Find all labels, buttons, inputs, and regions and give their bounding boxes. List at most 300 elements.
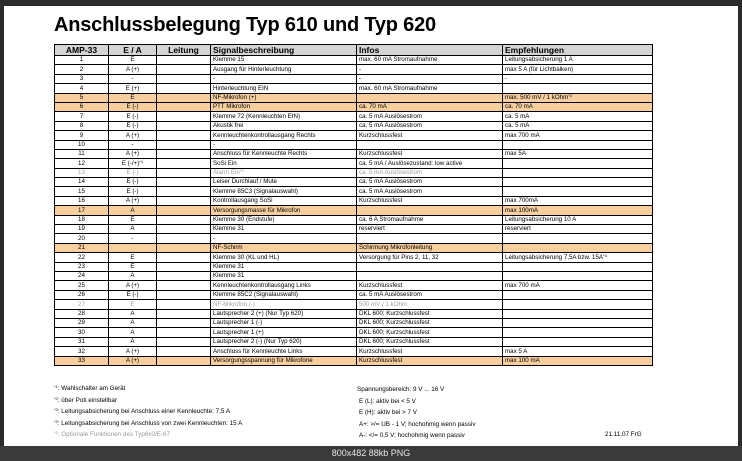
cell-pin: [55, 234, 109, 243]
cell-signal: [211, 131, 357, 140]
cell-ea-text: E (-): [126, 178, 139, 186]
cell-empfehlung: [503, 328, 653, 337]
cell-ea-text: E (-): [126, 122, 139, 130]
table-row: [55, 318, 653, 327]
table-row: [55, 102, 653, 111]
cell-pin: [55, 93, 109, 102]
cell-signal: [211, 243, 357, 252]
electrical-note: A-: </= 0,5 V; hochohmig wenn passiv: [359, 432, 465, 439]
table-body: [55, 56, 653, 366]
cell-leitung: [157, 318, 211, 327]
cell-leitung: [157, 187, 211, 196]
cell-signal: [211, 187, 357, 196]
cell-empfehlung: [503, 290, 653, 299]
cell-ea-text: A: [130, 328, 135, 336]
cell-empfehlung-text: Leitungsabsicherung 10 A: [505, 216, 577, 224]
cell-pin: [55, 168, 109, 177]
cell-signal: [211, 281, 357, 290]
cell-info: [357, 84, 503, 93]
cell-leitung: [157, 65, 211, 74]
cell-empfehlung: [503, 149, 653, 158]
cell-signal-text: Klemme 31: [213, 225, 245, 233]
cell-empfehlung: [503, 140, 653, 149]
cell-pin: [55, 318, 109, 327]
cell-ea-text: E (-): [126, 291, 139, 299]
cell-info: [357, 112, 503, 121]
cell-pin: [55, 215, 109, 224]
cell-ea: [109, 93, 157, 102]
cell-info-text: ca. 70 mA: [359, 103, 387, 111]
cell-leitung: [157, 159, 211, 168]
cell-ea: [109, 159, 157, 168]
cell-ea: [109, 84, 157, 93]
table-row: [55, 196, 653, 205]
cell-ea: [109, 196, 157, 205]
cell-ea: [109, 140, 157, 149]
cell-pin-text: 9: [79, 131, 84, 139]
cell-empfehlung-text: ca. 70 mA: [505, 103, 533, 111]
cell-signal-text: Klemme 85C2 (Signalauswahl): [213, 291, 298, 299]
cell-empfehlung-text: max 700 mA: [505, 131, 540, 139]
cell-info: [357, 168, 503, 177]
cell-info-text: ca. 6 A Stromaufnahme: [359, 216, 424, 224]
cell-empfehlung: [503, 168, 653, 177]
cell-info: [357, 234, 503, 243]
cell-info: [357, 149, 503, 158]
table-row: [55, 112, 653, 121]
cell-signal-text: NF-Schirm: [213, 244, 243, 252]
cell-empfehlung: [503, 159, 653, 168]
cell-empfehlung: [503, 93, 653, 102]
cell-ea: [109, 347, 157, 356]
cell-ea-text: A: [130, 338, 135, 346]
cell-signal-text: Kennleuchtenkontrollausgang Links: [213, 281, 311, 289]
cell-ea: [109, 356, 157, 365]
cell-signal-text: NF-Mikrofon (+): [213, 93, 257, 101]
cell-pin-text: 25: [78, 281, 85, 289]
cell-info: [357, 187, 503, 196]
table-row: [55, 206, 653, 215]
cell-pin-text: 23: [78, 262, 85, 270]
cell-ea: [109, 102, 157, 111]
cell-pin: [55, 290, 109, 299]
cell-empfehlung: [503, 262, 653, 271]
footnote-marker: *1: [139, 158, 144, 164]
cell-ea: [109, 243, 157, 252]
cell-pin: [55, 121, 109, 130]
cell-ea-text: A: [130, 225, 135, 233]
cell-pin-text: 22: [78, 253, 85, 261]
cell-ea-text: E: [130, 300, 135, 308]
header-empfehlungen: Empfehlungen: [503, 45, 653, 56]
cell-info: [357, 328, 503, 337]
cell-empfehlung-text: max 5 A (für Lichtbalken): [505, 65, 574, 73]
cell-empfehlung: [503, 271, 653, 280]
cell-pin-text: 24: [78, 272, 85, 280]
cell-info: [357, 300, 503, 309]
table-row: [55, 225, 653, 234]
cell-empfehlung: [503, 356, 653, 365]
cell-pin: [55, 328, 109, 337]
cell-ea: [109, 206, 157, 215]
cell-pin-text: 6: [79, 103, 84, 111]
header-amp33: AMP-33: [55, 45, 109, 56]
cell-empfehlung-text: Leitungsabsicherung 1 A: [505, 56, 573, 64]
cell-signal: [211, 84, 357, 93]
footnote-marker: *5: [239, 168, 244, 174]
cell-pin: [55, 74, 109, 83]
cell-ea-text: A: [130, 272, 135, 280]
cell-leitung: [157, 84, 211, 93]
cell-pin: [55, 337, 109, 346]
table-header-row: [55, 45, 653, 56]
cell-ea-text: A: [130, 319, 135, 327]
cell-pin-text: 12: [78, 159, 85, 167]
cell-info-text: Kurzschlussfest: [359, 131, 403, 139]
cell-pin-text: 33: [78, 356, 85, 364]
cell-leitung: [157, 112, 211, 121]
cell-empfehlung-text: max 700 mA: [505, 281, 540, 289]
cell-pin-text: 17: [78, 206, 85, 214]
cell-info-text: Kurzschlussfest: [359, 356, 403, 364]
cell-signal-text: Alarm Ein: [213, 169, 240, 177]
cell-info-text: ca. 5 mA Auslösestrom: [359, 112, 422, 120]
table-row: [55, 131, 653, 140]
cell-info-text: Kurzschlussfest: [359, 150, 403, 158]
table-row: [55, 215, 653, 224]
electrical-note: Spannungsbereich: 9 V ... 16 V: [357, 386, 445, 393]
cell-info-text: ca. 5 mA Auslösestrom: [359, 169, 422, 177]
cell-signal-text: Versorgungsspannung für Mikrofone: [213, 356, 313, 364]
table-row: [55, 121, 653, 130]
cell-signal: [211, 159, 357, 168]
cell-pin: [55, 56, 109, 65]
cell-info: [357, 196, 503, 205]
cell-info: [357, 271, 503, 280]
table-row: [55, 262, 653, 271]
cell-info-text: Kurzschlussfest: [359, 281, 403, 289]
cell-empfehlung: [503, 178, 653, 187]
cell-pin: [55, 206, 109, 215]
cell-signal: [211, 140, 357, 149]
cell-leitung: [157, 337, 211, 346]
cell-info: [357, 337, 503, 346]
cell-signal-text: -: [213, 75, 216, 83]
cell-empfehlung-text: reserviert: [505, 225, 531, 233]
cell-signal-text: Klemme 30 (KL und HL): [213, 253, 280, 261]
cell-signal: [211, 234, 357, 243]
table-row: [55, 290, 653, 299]
cell-pin-text: 2: [79, 65, 84, 73]
electrical-note: E (H): aktiv bei > 7 V: [359, 409, 417, 416]
cell-pin-text: 8: [79, 122, 84, 130]
cell-info: [357, 281, 503, 290]
cell-info-text: DKL 600; Kurzschlussfest: [359, 309, 430, 317]
cell-pin-text: 20: [78, 234, 85, 242]
cell-signal: [211, 74, 357, 83]
cell-ea: [109, 271, 157, 280]
cell-pin-text: 19: [78, 225, 85, 233]
cell-pin-text: 5: [79, 93, 84, 101]
cell-info: [357, 121, 503, 130]
cell-signal: [211, 168, 357, 177]
cell-leitung: [157, 243, 211, 252]
cell-info: [357, 356, 503, 365]
cell-empfehlung-text: max 700mA: [505, 197, 539, 205]
cell-ea: [109, 309, 157, 318]
cell-leitung: [157, 196, 211, 205]
cell-info: [357, 93, 503, 102]
cell-pin-text: 1: [79, 56, 84, 64]
cell-info-text: Kurzschlussfest: [359, 197, 403, 205]
cell-pin-text: 16: [78, 197, 85, 205]
cell-signal: [211, 271, 357, 280]
cell-signal: [211, 93, 357, 102]
table-row: [55, 337, 653, 346]
cell-info: [357, 215, 503, 224]
cell-signal: [211, 215, 357, 224]
cell-leitung: [157, 234, 211, 243]
page-title: Anschlussbelegung Typ 610 und Typ 620: [54, 14, 436, 36]
cell-ea-text: A: [130, 309, 135, 317]
cell-signal-text: Klemme 31: [213, 272, 245, 280]
cell-info-text: ca. 5 mA Auslösestrom: [359, 291, 422, 299]
cell-signal-text: Klemme 85C3 (Signalauswahl): [213, 187, 298, 195]
viewer-right-border: [738, 0, 742, 461]
table-row: [55, 253, 653, 262]
table-row: [55, 243, 653, 252]
cell-pin-text: 28: [78, 309, 85, 317]
document-date: 21.11.07 FrG: [605, 431, 642, 438]
cell-signal: [211, 290, 357, 299]
cell-leitung: [157, 300, 211, 309]
cell-ea-text: E (-/+): [121, 159, 140, 167]
cell-signal-text: -: [213, 234, 216, 242]
cell-ea-text: E (+): [125, 84, 140, 92]
cell-leitung: [157, 271, 211, 280]
cell-empfehlung: [503, 84, 653, 93]
header-ea: E / A: [109, 45, 157, 56]
cell-pin-text: 27: [78, 300, 85, 308]
cell-info-text: -: [359, 65, 362, 73]
table-row: [55, 356, 653, 365]
cell-signal: [211, 196, 357, 205]
cell-info: [357, 178, 503, 187]
cell-pin-text: 4: [79, 84, 84, 92]
cell-info-text: max. 60 mA Stromaufnahme: [359, 56, 438, 64]
cell-ea: [109, 178, 157, 187]
cell-signal-text: Lautsprecher 2 (+) (Nur Typ 620): [213, 309, 304, 317]
cell-leitung: [157, 131, 211, 140]
table-row: [55, 56, 653, 65]
cell-pin: [55, 262, 109, 271]
cell-pin: [55, 309, 109, 318]
cell-pin: [55, 347, 109, 356]
footnote: [54, 397, 117, 404]
cell-leitung: [157, 121, 211, 130]
cell-signal-text: Ausgang für Hinterleuchtung: [213, 65, 292, 73]
cell-ea-text: -: [131, 234, 134, 242]
cell-pin-text: 7: [79, 112, 84, 120]
cell-leitung: [157, 253, 211, 262]
cell-pin-text: 32: [78, 347, 85, 355]
cell-pin-text: 3: [79, 75, 84, 83]
cell-ea: [109, 215, 157, 224]
cell-signal: [211, 356, 357, 365]
cell-ea: [109, 65, 157, 74]
cell-info-text: -: [359, 75, 362, 83]
cell-info: [357, 159, 503, 168]
cell-leitung: [157, 309, 211, 318]
cell-ea-text: -: [131, 75, 134, 83]
table-row: [55, 74, 653, 83]
table-row: [55, 347, 653, 356]
cell-signal-text: -: [213, 140, 216, 148]
cell-info: [357, 225, 503, 234]
cell-signal: [211, 225, 357, 234]
cell-pin: [55, 271, 109, 280]
cell-pin: [55, 225, 109, 234]
cell-signal-text: Leiser Durchlauf / Mute: [213, 178, 277, 186]
cell-signal-text: Anschluss für Kennleuchte Rechts: [213, 150, 308, 158]
cell-signal-text: Akustik frei: [213, 122, 244, 130]
header-infos: Infos: [357, 45, 503, 56]
table-row: [55, 84, 653, 93]
header-signal: Signalbeschreibung: [211, 45, 357, 56]
cell-pin-text: 13: [78, 169, 85, 177]
cell-info: [357, 56, 503, 65]
cell-ea-text: E (-): [126, 187, 139, 195]
cell-ea: [109, 328, 157, 337]
cell-leitung: [157, 206, 211, 215]
footnote-text: : Leitungsabsicherung bei Anschluss von zwei Kennleuchten: 15 A: [57, 419, 243, 427]
footnote-mark: *3: [54, 407, 58, 412]
cell-signal-text: Kennleuchtenkontrollausgang Rechts: [213, 131, 316, 139]
cell-pin-text: 30: [78, 328, 85, 336]
cell-pin: [55, 178, 109, 187]
cell-info: [357, 131, 503, 140]
cell-empfehlung: [503, 281, 653, 290]
cell-signal: [211, 300, 357, 309]
cell-ea: [109, 56, 157, 65]
footnote-text: : über Poti einstellbar: [57, 396, 117, 404]
cell-signal: [211, 102, 357, 111]
cell-ea: [109, 253, 157, 262]
footnote-mark: *2: [54, 395, 58, 401]
electrical-note: A+: >/= UB - 1 V; hochohmig wenn passiv: [359, 420, 476, 428]
cell-info-text: DKL 600; Kurzschlussfest: [359, 328, 430, 336]
table-row: [55, 234, 653, 243]
image-info-bar: 800x482 88kb PNG: [0, 446, 742, 461]
cell-empfehlung: [503, 187, 653, 196]
cell-signal-text: Kontrollausgang SoSi: [213, 197, 273, 205]
cell-empfehlung-text: max 5 A: [505, 347, 528, 355]
cell-empfehlung-text: Leitungsabsicherung 7,5A bzw. 15A: [505, 253, 604, 261]
cell-ea-text: E: [130, 56, 135, 64]
table-row: [55, 300, 653, 309]
cell-signal: [211, 121, 357, 130]
cell-signal-text: Lautsprecher 2 (-) (Nur Typ 620): [213, 338, 302, 346]
cell-pin: [55, 196, 109, 205]
cell-ea: [109, 112, 157, 121]
cell-empfehlung-text: ca. 5 mA: [505, 112, 530, 120]
cell-info: [357, 290, 503, 299]
cell-pin: [55, 84, 109, 93]
viewer-left-border: [0, 0, 4, 461]
cell-empfehlung: [503, 196, 653, 205]
cell-ea-text: E (-): [126, 112, 139, 120]
cell-leitung: [157, 290, 211, 299]
footnote-text: : Leitungsabsicherung bei Anschluss einer Kennleuchte: 7,5 A: [57, 408, 231, 415]
footnote-text: : Wahlschalter am Gerät: [57, 385, 126, 392]
table-row: [55, 149, 653, 158]
cell-ea-text: E (-): [126, 169, 139, 177]
footnote-mark: *5: [54, 430, 58, 435]
cell-signal: [211, 318, 357, 327]
footnote-marker: *3: [603, 252, 607, 258]
cell-pin-text: 15: [78, 187, 85, 195]
cell-pin-text: 21: [78, 244, 85, 252]
cell-signal-text: Klemme 30 (Endstufe): [213, 216, 275, 224]
footnote: [54, 408, 230, 415]
cell-ea-text: A (+): [125, 281, 140, 289]
cell-pin-text: 29: [78, 319, 85, 327]
table-row: [55, 328, 653, 337]
cell-empfehlung: [503, 131, 653, 140]
cell-info: [357, 262, 503, 271]
cell-ea-text: A (+): [125, 65, 140, 73]
cell-signal-text: PTT Mikrofon: [213, 103, 251, 111]
cell-empfehlung-text: max 100 mA: [505, 356, 540, 364]
cell-info-text: Kurzschlussfest: [359, 347, 403, 355]
footnote-mark: *3: [54, 418, 58, 424]
cell-ea-text: E: [130, 216, 135, 224]
viewer-top-border: [0, 0, 742, 6]
cell-empfehlung: [503, 234, 653, 243]
table-row: [55, 93, 653, 102]
cell-empfehlung: [503, 225, 653, 234]
cell-empfehlung: [503, 347, 653, 356]
cell-signal-text: SoSi Ein: [213, 159, 237, 167]
cell-empfehlung-text: max. 500 mV / 1 kOhm: [505, 93, 569, 101]
cell-ea: [109, 337, 157, 346]
cell-empfehlung: [503, 65, 653, 74]
cell-signal: [211, 309, 357, 318]
cell-ea-text: A (+): [125, 197, 140, 205]
cell-pin-text: 14: [78, 178, 85, 186]
cell-info: [357, 206, 503, 215]
cell-signal: [211, 328, 357, 337]
cell-ea: [109, 234, 157, 243]
cell-pin: [55, 112, 109, 121]
footnote: [54, 385, 125, 392]
cell-pin: [55, 65, 109, 74]
cell-empfehlung: [503, 300, 653, 309]
cell-ea: [109, 262, 157, 271]
table-row: [55, 309, 653, 318]
cell-pin: [55, 300, 109, 309]
cell-pin: [55, 253, 109, 262]
table-row: [55, 187, 653, 196]
cell-leitung: [157, 168, 211, 177]
cell-empfehlung-text: max 100mA: [505, 206, 539, 214]
cell-ea-text: A: [130, 206, 135, 214]
cell-ea: [109, 187, 157, 196]
cell-info: [357, 243, 503, 252]
cell-empfehlung: [503, 206, 653, 215]
cell-leitung: [157, 178, 211, 187]
cell-leitung: [157, 262, 211, 271]
